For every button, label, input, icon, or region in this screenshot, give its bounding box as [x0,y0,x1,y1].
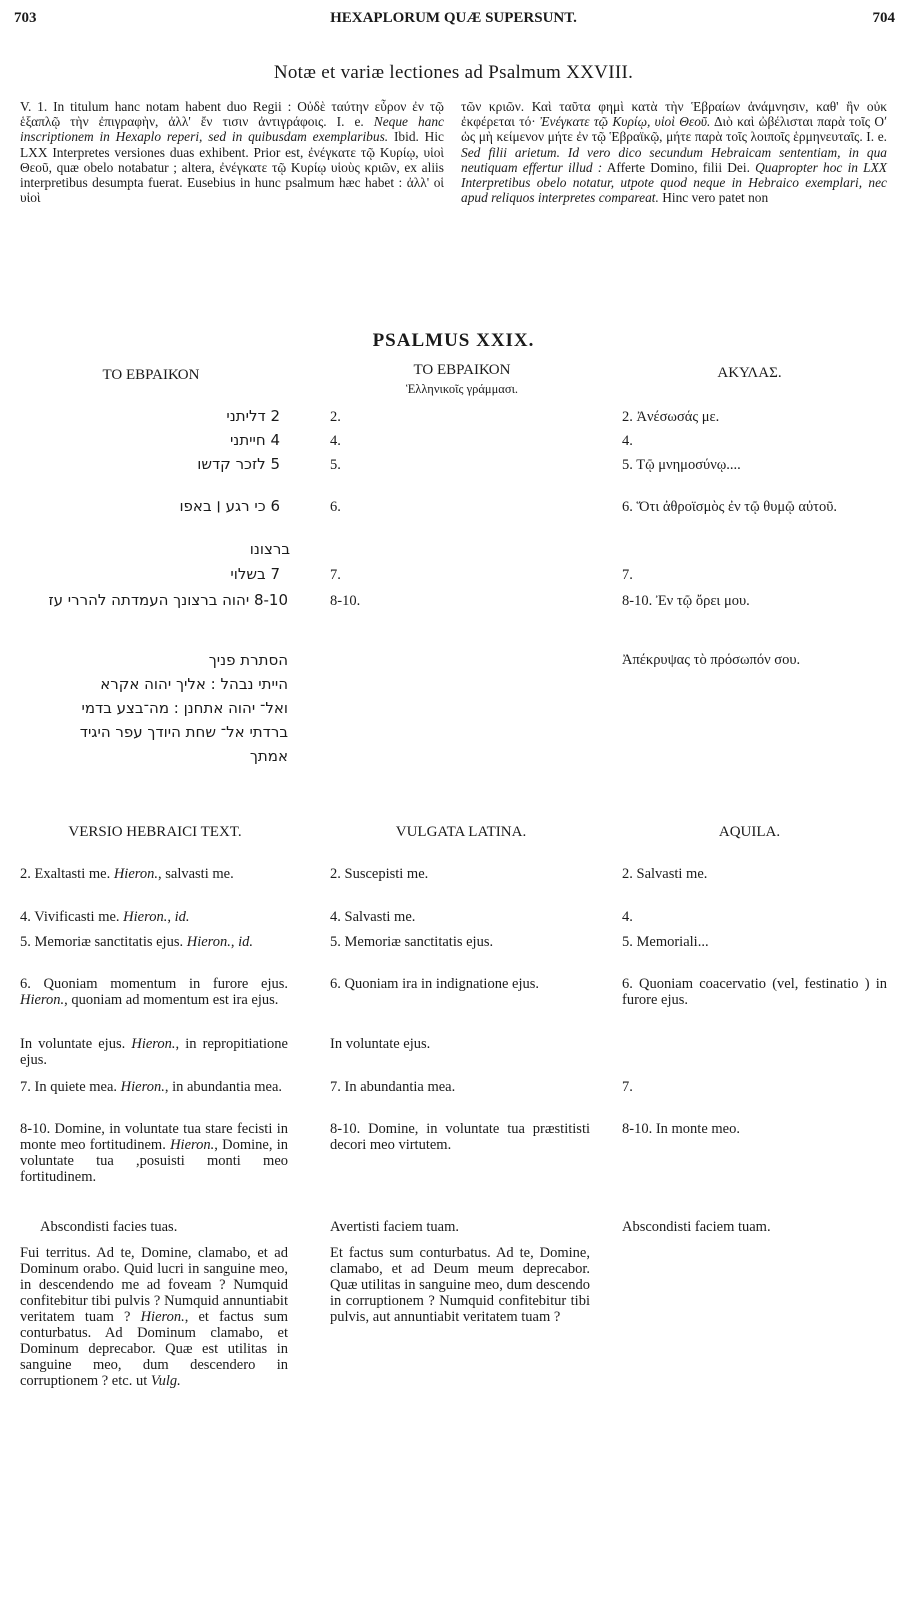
vulgata-cell: Avertisti faciem tuam. [330,1219,459,1235]
header-hebraikon-greek: ΤΟ ΕΒΡΑΙΚΟΝ [413,362,511,378]
aquila-cell: 2. Salvasti me. [622,866,708,882]
running-title: HEXAPLORUM QUÆ SUPERSUNT. [330,10,577,26]
notes-title: Notæ et variæ lectiones ad Psalmum XXVIII. [273,62,634,83]
notes-right-seg: Quapropter hoc in LXX Interpretibus obelo notatur, utpote quod neque in Hebraico exemplari, nec apud reliquos interpretes compareat. [461,159,887,206]
vulgata-cell: 6. Quoniam ira in indignatione ejus. [330,976,540,992]
versio-seg: 8-10. Domine, in voluntate tua stare fecisti in monte meo fortitudinem. [20,1121,288,1153]
versio-cell [20,1079,288,1095]
hebrew-row: 2 דליתני [226,407,280,425]
vulgata-cell: 4. Salvasti me. [330,909,416,925]
versio-seg: , in repropitiatione ejus. [20,1036,288,1068]
header-versio-hebraici: VERSIO HEBRAICI TEXT. [68,824,242,840]
versio-seg: , et factus sum conturbatus. Ad Dominum clamabo, et Dominum deprecabor. Quæ est utilitas in sanguine meo, dum descendero in corruptionem ? etc. ut [20,1309,288,1389]
versio-seg: id. [174,909,190,925]
translit-row: 5. [330,457,341,473]
notes-left-seg: V. 1. In titulum hanc notam habent duo Regii : Οὐδὲ ταύτην εὗρον ἐν τῷ ἑξαπλῷ τὴν ἐπιγραφὴν, ἀλλ' ἔν τισιν ἀντιγράφοις. I. e. [20,99,444,130]
versio-cell [20,976,288,1008]
versio-seg: Hieron. [120,1079,165,1095]
versio-cell [20,1121,288,1185]
translit-row: 6. [330,499,341,515]
hebrew-row: 5 לזכר קדשו [197,455,280,473]
aquila-greek-row: 2. Ἀνέσωσάς με. [622,409,720,425]
versio-cell [20,866,288,882]
versio-seg: , [230,934,239,950]
versio-seg: , quoniam ad momentum est ira ejus. [64,992,279,1008]
notes-right-seg: Hinc vero patet non [658,190,769,206]
aquila-greek-row: 7. [622,567,633,583]
versio-seg: Hieron. [140,1309,185,1325]
versio-seg: Hieron. [131,1036,176,1052]
psalm-title: PSALMUS XXIX. [372,330,535,351]
notes-right-seg: Afferte Domino, filii Dei. [602,159,756,175]
notes-left-column [20,99,444,205]
versio-cell [20,1245,288,1389]
header-greek-letters: Ἑλληνικοῖς γράμμασι. [405,382,519,396]
hebrew-line: אמתך [249,747,288,765]
vulgata-cell: In voluntate ejus. [330,1036,431,1052]
aquila-cell: 4. [622,909,633,925]
hebrew-row: 8-10 יהוה ברצונך העמדתה להררי עז [48,591,288,609]
hebrew-line: ברדתי אל־ שחת היודך עפר היגיד [79,723,288,741]
versio-seg: 5. Memoriæ sanctitatis ejus. [20,934,187,950]
header-aquila-greek: ΑΚΥΛΑΣ. [717,365,782,381]
notes-left-seg: Ibid. Hic LXX Interpretes versiones duas exhibent. Prior est, ἐνέγκατε τῷ Κυρίῳ, υἱοὶ Θεοῦ, quæ obelo notabatur ; altera, ἐνέγκατε τῷ Κυρίῳ υἱοὺς κριῶν, ex aliis interpretibus desumpta fuerat. Eusebius in hunc psalmum hæc habet : ἀλλ' οἱ υἱοὶ [20,129,444,206]
hebrew-line: הסתרת פניך [208,651,288,669]
versio-cell [40,1219,290,1235]
aquila-cell: Abscondisti faciem tuam. [622,1219,771,1235]
versio-cell [20,1036,288,1068]
aquila-cell: 8-10. In monte meo. [622,1121,740,1137]
hebrew-row: 4 חייתני [229,431,280,449]
versio-seg: , in abundantia mea. [164,1079,283,1095]
header-vulgata: VULGATA LATINA. [395,824,527,840]
vulgata-cell: 8-10. Domine, in voluntate tua præstitisti decori meo virtutem. [330,1121,590,1153]
hebrew-row: 7 בשלוי [230,565,280,583]
versio-seg: , [167,909,175,925]
hebrew-line: הייתי נבהל : אליך יהוה אקרא [100,675,288,693]
aquila-greek-row: 6. Ὅτι ἀθροϊσμὸς ἐν τῷ θυμῷ αὐτοῦ. [622,499,838,515]
versio-seg: Fui territus. Ad te, Domine, clamabo, et ad Dominum orabo. Quid lucri in sanguine meo, in descendendo me ad foveam ? Numquid confitebitur tibi pulvis ? Numquid annuntiabit veritatem tuam ? [20,1245,288,1325]
header-aquila-latin: AQUILA. [718,824,781,840]
translit-row: 8-10. [330,593,361,609]
versio-seg: , salvasti me. [158,866,234,882]
versio-seg: Hieron. [20,992,65,1008]
notes-right-seg: Sed filii arietum. Id vero dico secundum Hebraicam sententiam, in qua neutiquam effertur illud : [461,144,887,175]
versio-cell [20,934,288,950]
versio-seg: 4. Vivificasti me. [20,909,124,925]
notes-right-seg: Διὸ καὶ ὠβέλισται παρὰ τοῖς Οʹ ὡς μὴ κείμενον μήτε ἐν τῷ Ἑβραϊκῷ, μήτε παρὰ τοῖς λοιποῖς ἑρμηνευταῖς. I. e. [461,114,887,145]
versio-seg: 7. In quiete mea. [20,1079,121,1095]
aquila-cell: 5. Memoriali... [622,934,709,950]
aquila-cell: 6. Quoniam coacervatio (vel, festinatio ) in furore ejus. [622,976,887,1008]
versio-seg: Hieron. [113,866,158,882]
translit-row: 4. [330,433,341,449]
versio-seg: Hieron. [123,909,168,925]
vulgata-cell: Et factus sum conturbatus. Ad te, Domine, clamabo, et ad Deum meum deprecabor. Quæ utilitas in sanguine meo, dum descendo in corruptionem ? Numquid confitebitur tibi pulvis, aut annuntiabit veritatem tuam ? [330,1245,590,1325]
notes-right-column [461,99,887,205]
aquila-greek-row: 8-10. Ἐν τῷ ὄρει μου. [622,593,750,609]
versio-seg: Hieron. [170,1137,215,1153]
versio-seg: 2. Exaltasti me. [20,866,114,882]
versio-seg: Vulg. [150,1373,181,1389]
vulgata-cell: 2. Suscepisti me. [330,866,429,882]
versio-seg: In voluntate ejus. [20,1036,132,1052]
versio-seg: , Domine, in voluntate tua ,posuisti monti meo fortitudinem. [20,1137,288,1185]
aquila-greek-row: 5. Τῷ μνημοσύνῳ.... [622,457,741,473]
hebrew-block [18,648,288,768]
versio-cell [20,909,288,925]
header-hebraikon: ΤΟ ΕΒΡΑΙΚΟΝ [102,367,200,383]
hebrew-row: 6 כי רגע ׀ באפו [179,497,280,515]
vulgata-cell: 5. Memoriæ sanctitatis ejus. [330,934,494,950]
hebrew-line: ואל־ יהוה אתחנן : מה־בצע בדמי [81,699,288,717]
versio-seg: 6. Quoniam momentum in furore ejus. [20,976,288,992]
vulgata-cell: 7. In abundantia mea. [330,1079,456,1095]
notes-right-seg: τῶν κριῶν. Καὶ ταῦτα φημὶ κατὰ τὴν Ἑβραίων ἀνάμνησιν, καθ' ἣν οὐκ ἐκφέρεται τό· [461,99,887,130]
translit-row: 2. [330,409,341,425]
page-number-right: 704 [872,10,895,26]
notes-left-seg: Neque hanc inscriptionem in Hexaplo reperi, sed in quibusdam exemplaribus. [20,114,445,145]
aquila-greek-block: Ἀπέκρυψας τὸ πρόσωπόν σου. [622,652,801,668]
page-number-left: 703 [14,10,37,26]
aquila-cell: 7. [622,1079,633,1095]
aquila-greek-row: 4. [622,433,633,449]
versio-seg: Abscondisti facies tuas. [40,1219,178,1235]
versio-seg: id. [238,934,254,950]
hebrew-row: ברצונו [249,540,290,558]
versio-seg: Hieron. [186,934,231,950]
notes-right-seg: Ἐνέγκατε τῷ Κυρίῳ, υἱοὶ Θεοῦ. [540,114,711,130]
translit-row: 7. [330,567,341,583]
